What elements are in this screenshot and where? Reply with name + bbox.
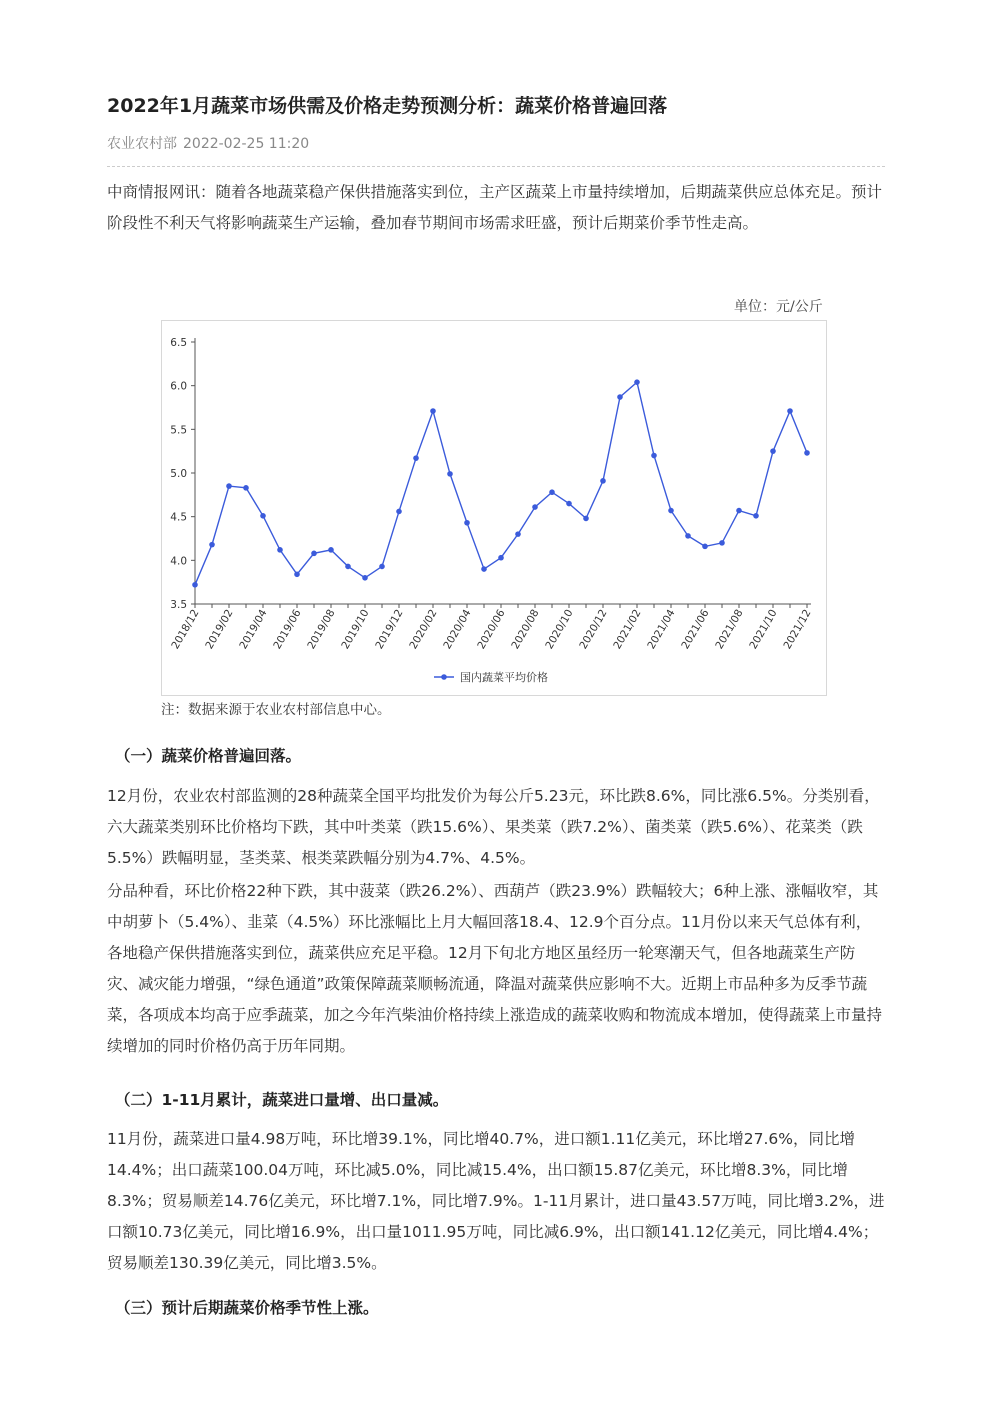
chart-source-note: 注：数据来源于农业农村部信息中心。 <box>161 702 391 718</box>
y-tick-label: 4.5 <box>170 511 187 524</box>
x-tick-label: 2019/06 <box>271 607 304 652</box>
x-tick-label: 2019/08 <box>305 607 338 652</box>
x-tick-label: 2020/12 <box>577 607 610 652</box>
title-divider <box>107 166 885 167</box>
x-tick-label: 2019/10 <box>339 607 372 652</box>
price-data-point <box>634 379 640 385</box>
article-title: 2022年1月蔬菜市场供需及价格走势预测分析：蔬菜价格普遍回落 <box>107 95 668 117</box>
price-data-point <box>464 520 470 526</box>
price-data-point <box>362 575 368 581</box>
price-series-line <box>195 382 807 585</box>
legend-swatch-point <box>441 674 447 680</box>
x-tick-label: 2019/12 <box>373 607 406 652</box>
price-data-point <box>549 489 555 495</box>
price-data-point <box>787 408 793 414</box>
price-data-point <box>600 478 606 484</box>
price-data-point <box>719 540 725 546</box>
x-tick-label: 2020/10 <box>543 607 576 652</box>
x-tick-label: 2020/02 <box>407 607 440 652</box>
x-tick-label: 2021/06 <box>679 607 712 652</box>
price-data-point <box>702 544 708 550</box>
price-data-point <box>413 455 419 461</box>
price-data-point <box>379 564 385 570</box>
y-tick-label: 6.5 <box>170 337 187 349</box>
price-data-point <box>311 551 317 557</box>
x-tick-label: 2021/12 <box>781 607 814 652</box>
intro-paragraph: 中商情报网讯：随着各地蔬菜稳产保供措施落实到位，主产区蔬菜上市量持续增加，后期蔬菜供应总体充足。预计阶段性不利天气将影响蔬菜生产运输，叠加春节期间市场需求旺盛，预计后期菜价季节性走高。 <box>107 183 883 232</box>
section2-heading: （二）1-11月累计，蔬菜进口量增、出口量减。 <box>115 1091 449 1109</box>
price-data-point <box>770 448 776 454</box>
price-data-point <box>447 471 453 477</box>
price-data-point <box>736 508 742 514</box>
y-tick-label: 6.0 <box>170 380 187 393</box>
price-data-point <box>481 566 487 572</box>
price-data-point <box>498 555 504 561</box>
price-data-point <box>226 483 232 489</box>
price-data-point <box>753 513 759 519</box>
price-data-point <box>685 533 691 539</box>
x-tick-label: 2021/04 <box>645 607 678 652</box>
x-tick-label: 2021/02 <box>611 607 644 652</box>
price-data-point <box>617 394 623 400</box>
price-data-point <box>668 508 674 514</box>
section2-paragraph: 11月份，蔬菜进口量4.98万吨，环比增39.1%，同比增40.7%，进口额1.11亿美元，环比增27.6%，同比增14.4%；出口蔬菜100.04万吨，环比减5.0%，同比减15.4%，出口额15.87亿美元，环比增8.3%，同比增8.3%；贸易顺差14.76亿美元，环比增7.1%，同比增7.9%。1-11月累计，进口量43.57万吨，同比增3.2%，进口额10.73亿美元，同比增16.9%，出口量1011.95万吨，同比减6.9%，出口额141.12亿美元，同比增4.4%；贸易顺差130.39亿美元，同比增3.5%。 <box>107 1130 885 1272</box>
price-data-point <box>209 542 215 548</box>
price-data-point <box>532 504 538 510</box>
price-data-point <box>804 450 810 456</box>
price-chart-svg <box>162 321 826 695</box>
price-data-point <box>430 408 436 414</box>
x-tick-label: 2021/08 <box>713 607 746 652</box>
y-tick-label: 3.5 <box>170 599 187 611</box>
price-data-point <box>566 501 572 507</box>
section3-heading: （三）预计后期蔬菜价格季节性上涨。 <box>115 1299 379 1317</box>
y-tick-label: 5.5 <box>170 424 187 437</box>
price-data-point <box>260 513 266 519</box>
y-tick-label: 5.0 <box>170 468 187 480</box>
x-tick-label: 2021/10 <box>747 607 780 652</box>
price-data-point <box>277 547 283 553</box>
section1-paragraph-1: 12月份，农业农村部监测的28种蔬菜全国平均批发价为每公斤5.23元，环比跌8.6%，同比涨6.5%。分类别看，六大蔬菜类别环比价格均下跌，其中叶类菜（跌15.6%）、果类菜（跌7.2%）、菌类菜（跌5.6%）、花菜类（跌5.5%）跌幅明显，茎类菜、根类菜跌幅分别为4.7%、4.5%。 <box>107 787 880 867</box>
price-data-point <box>243 485 249 491</box>
legend-label: 国内蔬菜平均价格 <box>460 671 548 684</box>
x-tick-label: 2019/02 <box>203 607 236 652</box>
article-meta <box>107 134 315 154</box>
chart-unit-label: 单位：元/公斤 <box>734 299 823 315</box>
y-tick-label: 4.0 <box>170 555 187 568</box>
price-data-point <box>396 509 402 515</box>
price-data-point <box>651 453 657 459</box>
section1-heading: （一）蔬菜价格普遍回落。 <box>115 747 302 765</box>
price-chart <box>161 320 827 696</box>
x-tick-label: 2020/04 <box>441 607 474 652</box>
x-tick-label: 2018/12 <box>169 607 202 652</box>
x-tick-label: 2020/06 <box>475 607 508 652</box>
article-source: 农业农村部 <box>107 136 177 152</box>
price-data-point <box>345 564 351 570</box>
price-data-point <box>515 531 521 537</box>
price-data-point <box>583 516 589 522</box>
price-data-point <box>328 547 334 553</box>
section1-paragraph-2: 分品种看，环比价格22种下跌，其中菠菜（跌26.2%）、西葫芦（跌23.9%）跌幅较大；6种上涨、涨幅收窄，其中胡萝卜（5.4%）、韭菜（4.5%）环比涨幅比上月大幅回落18.4、12.9个百分点。11月份以来天气总体有利，各地稳产保供措施落实到位，蔬菜供应充足平稳。12月下旬北方地区虽经历一轮寒潮天气，但各地蔬菜生产防灾、减灾能力增强，“绿色通道”政策保障蔬菜顺畅流通，降温对蔬菜供应影响不大。近期上市品种多为反季节蔬菜，各项成本均高于应季蔬菜，加之今年汽柴油价格持续上涨造成的蔬菜收购和物流成本增加，使得蔬菜上市量持续增加的同时价格仍高于历年同期。 <box>107 882 883 1055</box>
x-tick-label: 2019/04 <box>237 607 270 652</box>
x-tick-label: 2020/08 <box>509 607 542 652</box>
article-datetime: 2022-02-25 11:20 <box>183 136 310 152</box>
price-data-point <box>192 582 198 588</box>
price-data-point <box>294 572 300 578</box>
